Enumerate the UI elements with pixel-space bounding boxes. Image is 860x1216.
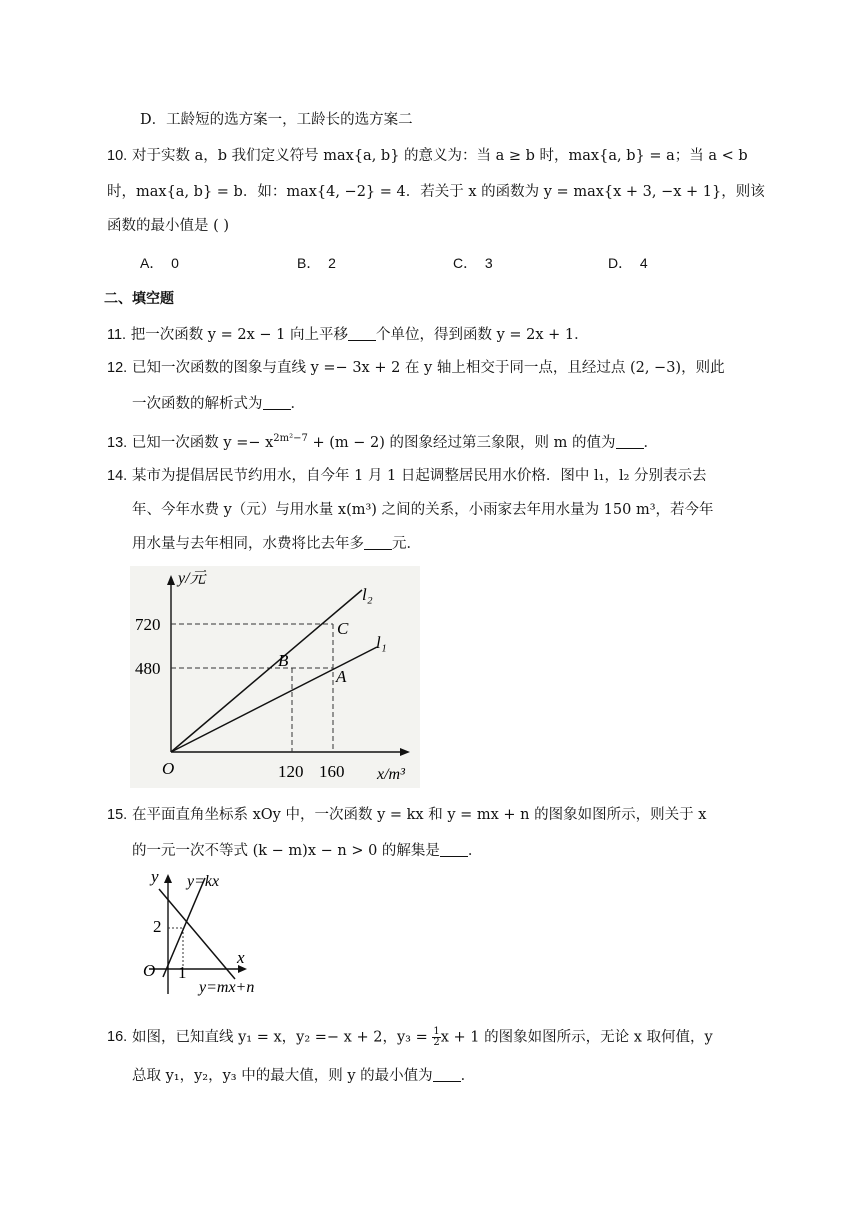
question-text-line: 已知一次函数的图象与直线 y =− 3x + 2 在 y 轴上相交于同一点，且经过点 (2, −3)，则此 xyxy=(132,360,725,376)
x-tick-label: 120 xyxy=(278,762,304,781)
option-value: 4 xyxy=(639,255,648,271)
question-number: 14. xyxy=(107,468,128,484)
y-tick-label: 2 xyxy=(153,917,162,936)
y-axis-label: y xyxy=(151,867,159,886)
x-axis-label: x xyxy=(237,948,245,967)
question-text: ． xyxy=(290,396,305,412)
answer-blank[interactable] xyxy=(348,326,376,341)
question-text-line xyxy=(132,1027,713,1048)
answer-blank[interactable] xyxy=(440,842,468,857)
option-c xyxy=(453,253,493,273)
question-text: + (m − 2) 的图象经过第三象限，则 m 的值为 xyxy=(307,434,616,451)
question-text: ． xyxy=(467,843,483,859)
question-text-line xyxy=(132,394,305,414)
x-axis-label: x/m³ xyxy=(377,766,405,783)
x-tick-label: 1 xyxy=(178,963,187,982)
question-text: ． xyxy=(460,1068,476,1084)
question-text-line: 函数的最小值是 ( ) xyxy=(107,218,230,234)
point-a-label: A xyxy=(336,667,347,686)
fraction-numerator: 1 xyxy=(433,1026,440,1037)
q15-linear-functions-graph xyxy=(135,866,285,996)
option-b xyxy=(297,253,336,273)
x-tick-label: 160 xyxy=(319,762,345,781)
question-text: 的一元一次不等式 (k − m)x − n > 0 的解集是 xyxy=(132,843,440,859)
question-number: 13. xyxy=(107,434,128,451)
graph-background xyxy=(130,566,420,788)
question-text: 总取 y₁，y₂，y₃ 中的最大值，则 y 的最小值为 xyxy=(132,1068,433,1084)
y-tick-label: 480 xyxy=(135,659,161,678)
question-text: 已知一次函数 y =− x xyxy=(131,434,274,451)
answer-blank[interactable] xyxy=(364,535,392,550)
question-text: 用水量与去年相同，水费将比去年多 xyxy=(132,536,364,552)
question-11 xyxy=(107,325,589,345)
line-y-mx-n-label: y=mx+n xyxy=(199,979,255,996)
line-y-kx-label: y=kx xyxy=(187,873,220,890)
y-axis-arrow xyxy=(164,874,172,883)
option-a xyxy=(140,253,179,273)
answer-blank[interactable] xyxy=(263,395,291,410)
option-letter: C． xyxy=(453,255,478,271)
question-text-line: 年、今年水费 y（元）与用水量 x(m³) 之间的关系，小雨家去年用水量为 150 m³，若今年 xyxy=(132,502,714,518)
question-text-line xyxy=(132,534,421,554)
question-text: ． xyxy=(643,434,658,451)
question-number: 11. xyxy=(107,327,127,343)
option-value: 0 xyxy=(171,255,179,271)
option-value: 3 xyxy=(484,255,493,271)
question-text-line: 对于实数 a，b 我们定义符号 max{a, b} 的意义为：当 a ≥ b 时，max{a, b} = a；当 a < b xyxy=(132,148,748,164)
option-letter: D． xyxy=(608,255,633,271)
question-13 xyxy=(107,429,658,453)
point-b-label: B xyxy=(278,651,289,670)
option-d xyxy=(608,253,648,273)
question-number: 15. xyxy=(107,807,128,823)
question-text-line xyxy=(132,1066,475,1086)
question-text: 个单位，得到函数 y = 2x + 1． xyxy=(375,327,589,343)
question-text-line: 时，max{a, b} = b．如：max{4, −2} = 4．若关于 x 的函数为 y = max{x + 3, −x + 1}，则该 xyxy=(107,184,765,200)
option-value: 2 xyxy=(328,255,336,271)
fraction-denominator: 2 xyxy=(433,1037,440,1048)
question-text-line xyxy=(132,841,482,861)
option-letter: A． xyxy=(140,255,164,271)
fraction xyxy=(432,1027,440,1048)
exponent: 2m²−7 xyxy=(273,433,308,444)
question-text: 把一次函数 y = 2x − 1 向上平移 xyxy=(130,327,348,343)
question-number: 10. xyxy=(107,148,128,164)
question-text: 如图，已知直线 y₁ = x，y₂ =− x + 2，y₃ = xyxy=(132,1029,433,1046)
question-text-line: 在平面直角坐标系 xOy 中，一次函数 y = kx 和 y = mx + n 的图象如图所示，则关于 x xyxy=(132,807,707,823)
q14-water-fee-graph xyxy=(130,566,420,788)
question-text-line: 某市为提倡居民节约用水，自今年 1 月 1 日起调整居民用水价格．图中 l₁，l₂ 分别表示去 xyxy=(132,468,707,484)
line-l2-label: l₂ xyxy=(362,585,373,604)
option-letter: B． xyxy=(297,255,321,271)
answer-blank[interactable] xyxy=(433,1067,461,1082)
answer-blank[interactable] xyxy=(616,434,644,449)
y-tick-label: 720 xyxy=(135,615,161,634)
question-number: 16. xyxy=(107,1029,128,1045)
section-heading: 二、填空题 xyxy=(104,291,174,307)
line-l1-label: l₁ xyxy=(376,633,387,652)
point-c-label: C xyxy=(337,619,349,638)
question-number: 12. xyxy=(107,360,128,376)
question-text: 元． xyxy=(392,536,421,552)
question-text: x + 1 的图象如图所示，无论 x 取何值，y xyxy=(440,1029,713,1046)
line-y-mx-n xyxy=(159,889,235,979)
q9-option-d: D．工龄短的选方案一，工龄长的选方案二 xyxy=(140,112,413,128)
question-text: 一次函数的解析式为 xyxy=(132,396,263,412)
origin-label: O xyxy=(162,759,175,778)
origin-label: O xyxy=(143,961,156,980)
y-axis-label: y/元 xyxy=(178,570,206,587)
